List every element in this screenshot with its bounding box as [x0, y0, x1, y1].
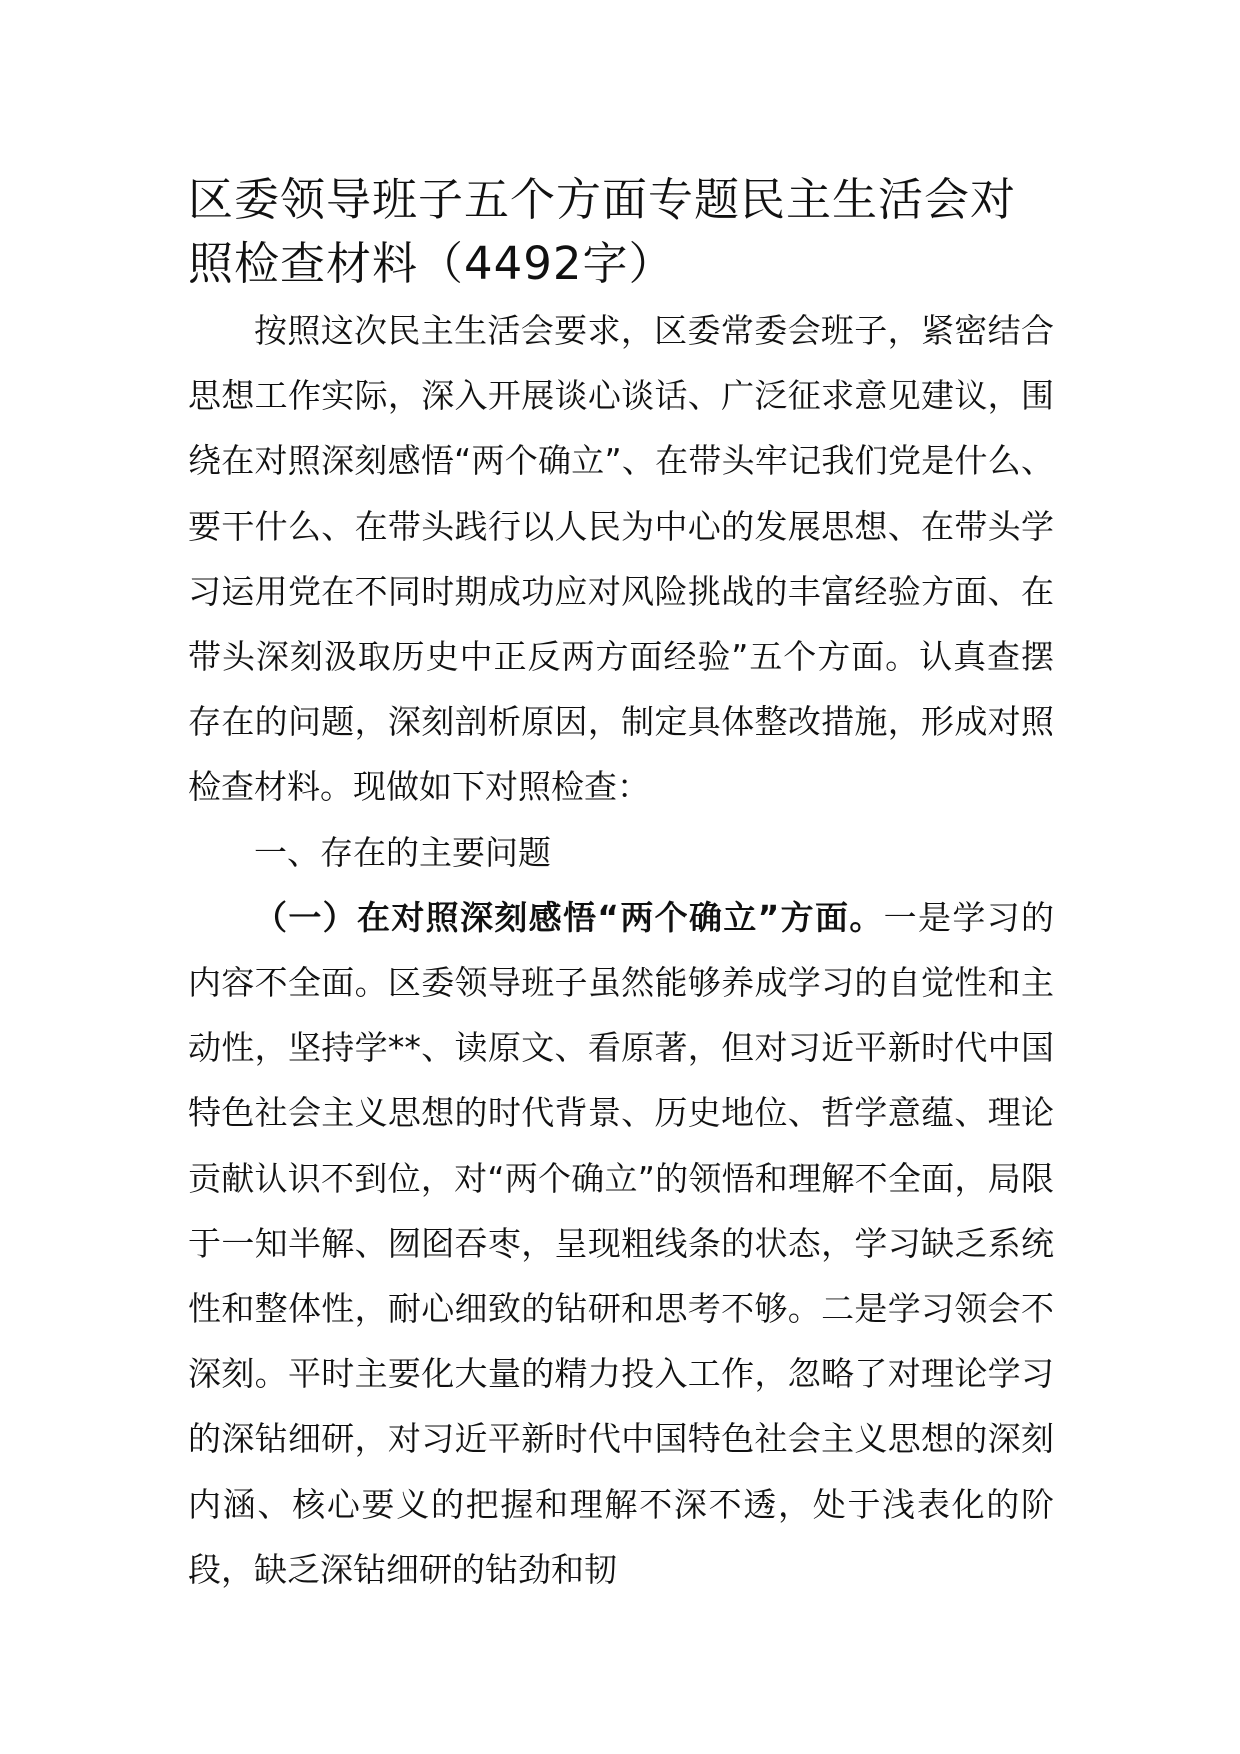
subsection-body: 一是学习的内容不全面。区委领导班子虽然能够养成学习的自觉性和主动性，坚持学**、读原文、看原著，但对习近平新时代中国特色社会主义思想的时代背景、历史地位、哲学意蕴、理论贡献认识不到位，对“两个确立”的领悟和理解不全面，局限于一知半解、囫囵吞枣，呈现粗线条的状态，学习缺乏系统性和整体性，耐心细致的钻研和思考不够。二是学习领会不深刻。平时主要化大量的精力投入工作，忽略了对理论学习的深钻细研，对习近平新时代中国特色社会主义思想的深刻内涵、核心要义的把握和理解不深不透，处于浅表化的阶段，缺乏深钻细研的钻劲和韧	[188, 897, 1054, 1589]
document-title: 区委领导班子五个方面专题民主生活会对照检查材料（4492字）	[188, 173, 1017, 290]
document-content	[188, 168, 1054, 1602]
subsection-heading: （一）在对照深刻感悟“两个确立”方面。	[254, 897, 884, 937]
intro-paragraph: 按照这次民主生活会要求，区委常委会班子，紧密结合思想工作实际，深入开展谈心谈话、广泛征求意见建议，围绕在对照深刻感悟“两个确立”、在带头牢记我们党是什么、要干什么、在带头践行以人民为中心的发展思想、在带头学习运用党在不同时期成功应对风险挑战的丰富经验方面、在带头深刻汲取历史中正反两方面经验”五个方面。认真查摆存在的问题，深刻剖析原因，制定具体整改措施，形成对照检查材料。现做如下对照检查：	[188, 311, 1054, 807]
section-heading: 一、存在的主要问题	[254, 832, 551, 872]
subsection-paragraph	[188, 885, 1054, 1602]
